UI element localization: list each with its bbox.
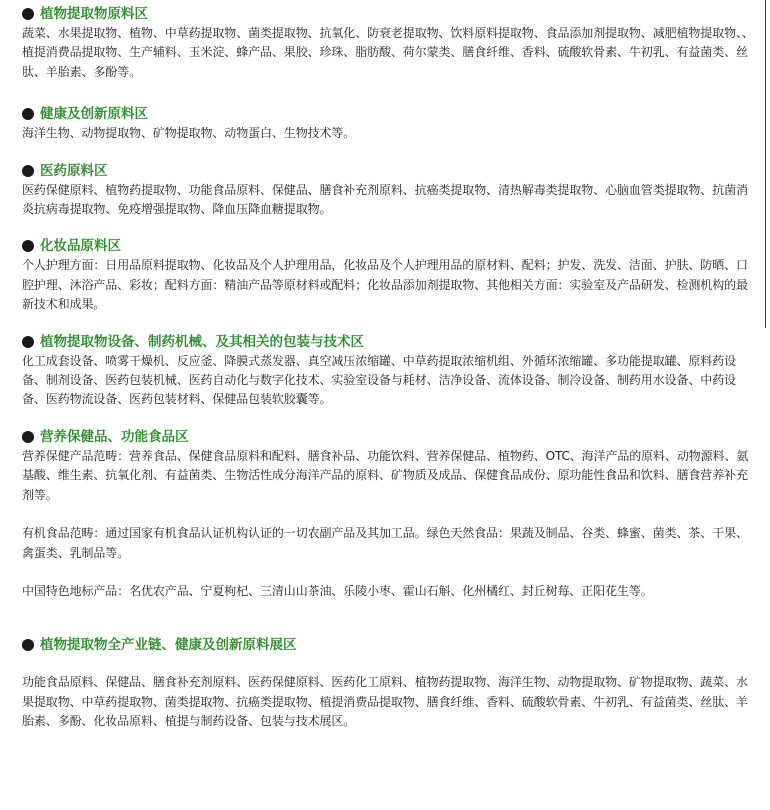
section-heading	[22, 236, 756, 256]
section-text: 医药保健原料、植物药提取物、功能食品原料、保健品、膳食补充剂原料、抗癌类提取物、清热解毒类提取物、心脑血管类提取物、抗菌消炎抗病毒提取物、免疫增强提取物、降血压降血糖提取物。	[22, 182, 748, 217]
section-heading	[22, 635, 756, 655]
bullet-icon	[22, 240, 34, 252]
section-title: 医药原料区	[40, 162, 108, 179]
section-title: 植物提取物全产业链、健康及创新原料展区	[40, 637, 297, 654]
section-heading	[22, 427, 756, 447]
bullet-icon	[22, 431, 34, 443]
section-title: 化妆品原料区	[40, 238, 121, 255]
section-heading	[22, 161, 756, 181]
section-pharma	[22, 161, 756, 220]
section-cosmetics	[22, 236, 756, 314]
section-text: 有机食品范畴：通过国家有机食品认证机构认证的一切农副产品及其加工品。绿色天然食品：果蔬及制品、谷类、蜂蜜、菌类、茶、干果、禽蛋类、乳制品等。	[22, 526, 748, 560]
section-title: 植物提取物设备、制药机械、及其相关的包装与技术区	[40, 333, 364, 350]
section-text: 化工成套设备、喷雾干燥机、反应釜、降膜式蒸发器、真空减压浓缩罐、中草药提取浓缩机组、外循环浓缩罐、多功能提取罐、原料药设备、制剂设备、医药包装机械、医药自动化与数字化技术、实验室设备与耗材、洁净设备、流体设备、制冷设备、制药用水设备、中药设备、医药物流设备、医药包装材料、保健品包装软胶囊等。	[22, 353, 737, 407]
section-title: 植物提取物原料区	[40, 6, 148, 22]
section-text: 中国特色地标产品：名优农产品、宁夏枸杞、三清山山茶油、乐陵小枣、霍山石斛、化州橘红、封丘树莓、正阳花生等。	[22, 583, 653, 598]
bullet-icon	[22, 336, 34, 348]
bullet-icon	[22, 639, 34, 651]
section-health-innovation	[22, 104, 756, 143]
section-title: 健康及创新原料区	[40, 106, 148, 123]
bullet-icon	[22, 108, 34, 120]
section-heading	[22, 332, 756, 352]
bullet-icon	[22, 165, 34, 177]
section-plant-extract	[22, 4, 756, 82]
section-heading	[22, 104, 756, 124]
section-equipment	[22, 332, 756, 410]
section-text: 功能食品原料、保健品、膳食补充剂原料、医药保健原料、医药化工原料、植物药提取物、海洋生物、动物提取物、矿物提取物、蔬菜、水果提取物、中草药提取物、菌类提取物、抗癌类提取物、植提消费品提取物、膳食纤维、香料、硫酸软骨素、牛初乳、有益菌类、丝肽、羊胎素、多酚、化妆品原料、植提与制药设备、包装与技术展区。	[22, 675, 748, 729]
section-text: 蔬菜、水果提取物、植物、中草药提取物、菌类提取物、抗氧化、防衰老提取物、饮料原料提取物、食品添加剂提取物、减肥植物提取物、、植提消费品提取物、生产辅料、玉米淀、蜂产品、果胶、珍珠、脂肪酸、荷尔蒙类、膳食纤维、香料、硫酸软骨素、牛初乳、有益菌类、丝肽、羊胎素、多酚等。	[22, 26, 754, 79]
section-heading	[22, 4, 756, 24]
bullet-icon	[22, 8, 34, 20]
section-text: 营养保健产品范畴：营养食品、保健食品原料和配料、膳食补品、功能饮料、营养保健品、植物药、OTC、海洋产品的原料、动物源料、氨基酸、维生素、抗氧化剂、有益菌类、生物活性成分海洋产品的原料、矿物质及成品、保健食品成份、原功能性食品和饮料、膳食营养补充剂等。	[22, 448, 749, 502]
section-full-chain	[22, 635, 756, 731]
section-text: 海洋生物、动物提取物、矿物提取物、动物蛋白、生物技术等。	[22, 126, 356, 141]
section-title: 营养保健品、功能食品区	[40, 428, 189, 445]
section-text: 个人护理方面：日用品原料提取物、化妆品及个人护理用品，化妆品及个人护理用品的原材料、配料；护发、洗发、洁面、护肤、防晒、口腔护理、沐浴产品、彩妆；配料方面：精油产品等原材料或配料；化妆品添加剂提取物、其他相关方面：实验室及产品研发、检测机构的最新技术和成果。	[22, 258, 748, 312]
section-nutrition	[22, 427, 756, 601]
right-border-line	[765, 0, 766, 328]
